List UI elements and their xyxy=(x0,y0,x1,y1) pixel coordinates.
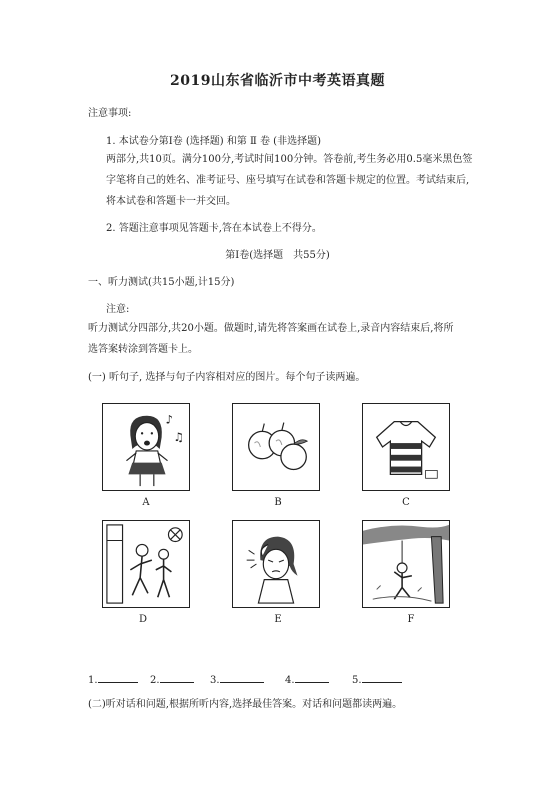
svg-text:♪: ♪ xyxy=(165,412,174,427)
section-1-heading: 一、听力测试(共15小题,计15分) xyxy=(88,277,235,288)
picture-e-label: E xyxy=(274,614,282,625)
answer-blank-3[interactable] xyxy=(210,672,264,686)
answer-line-2[interactable] xyxy=(160,672,194,683)
answer-line-1[interactable] xyxy=(98,672,138,683)
picture-d-street-scene xyxy=(102,520,190,608)
note-heading: 注意: xyxy=(106,304,130,315)
part-1-instruction: (一) 听句子, 选择与句子内容相对应的图片。每个句子读两遍。 xyxy=(88,372,366,383)
svg-text:♫: ♫ xyxy=(173,430,184,445)
picture-b-apples xyxy=(232,403,320,491)
picture-d-label: D xyxy=(138,614,148,625)
answer-number-2: 2. xyxy=(150,675,160,686)
picture-a-girl-singing xyxy=(102,403,190,491)
picture-a-label: A xyxy=(142,497,150,508)
picture-e-girl-headache xyxy=(232,520,320,608)
picture-b-label: B xyxy=(274,497,282,508)
answer-number-1: 1. xyxy=(88,675,98,686)
picture-f-label: F xyxy=(407,614,415,625)
picture-c-label: C xyxy=(402,497,410,508)
volume-heading: 第Ⅰ卷(选择题 共55分) xyxy=(225,250,330,261)
picture-c-sweater xyxy=(362,403,450,491)
part-2-instruction: (二)听对话和问题,根据所听内容,选择最佳答案。对话和问题都读两遍。 xyxy=(88,699,403,710)
answer-number-4: 4. xyxy=(285,675,295,686)
answer-blank-4[interactable] xyxy=(285,672,329,686)
notice-item-1-line1: 1. 本试卷分第Ⅰ卷 (选择题) 和第 Ⅱ 卷 (非选择题) xyxy=(106,136,321,147)
note-text: 听力测试分四部分,共20小题。做题时,请先将答案画在试卷上,录音内容结束后,将所选答案转涂到答题卡上。 xyxy=(88,323,454,355)
notice-heading: 注意事项: xyxy=(88,108,132,119)
answer-blank-2[interactable] xyxy=(150,672,194,686)
answer-line-5[interactable] xyxy=(362,672,402,683)
answer-number-3: 3. xyxy=(210,675,220,686)
notice-item-2: 2. 答题注意事项见答题卡,答在本试卷上不得分。 xyxy=(106,223,322,234)
answer-blank-5[interactable] xyxy=(352,672,402,686)
notice-item-1-text: 两部分,共10页。满分100分,考试时间100分钟。答卷前,考生务必用0.5毫米黑色签字笔将自己的姓名、准考证号、座号填写在试卷和答题卡规定的位置。考试结束后,将本试卷和答题卡一并交回。 xyxy=(106,154,473,207)
answer-line-3[interactable] xyxy=(220,672,264,683)
answer-blank-1[interactable] xyxy=(88,672,138,686)
answer-number-5: 5. xyxy=(352,675,362,686)
picture-f-tree-swing xyxy=(362,520,450,608)
page-title: 2019山东省临沂市中考英语真题 xyxy=(170,73,385,89)
answer-line-4[interactable] xyxy=(295,672,329,683)
